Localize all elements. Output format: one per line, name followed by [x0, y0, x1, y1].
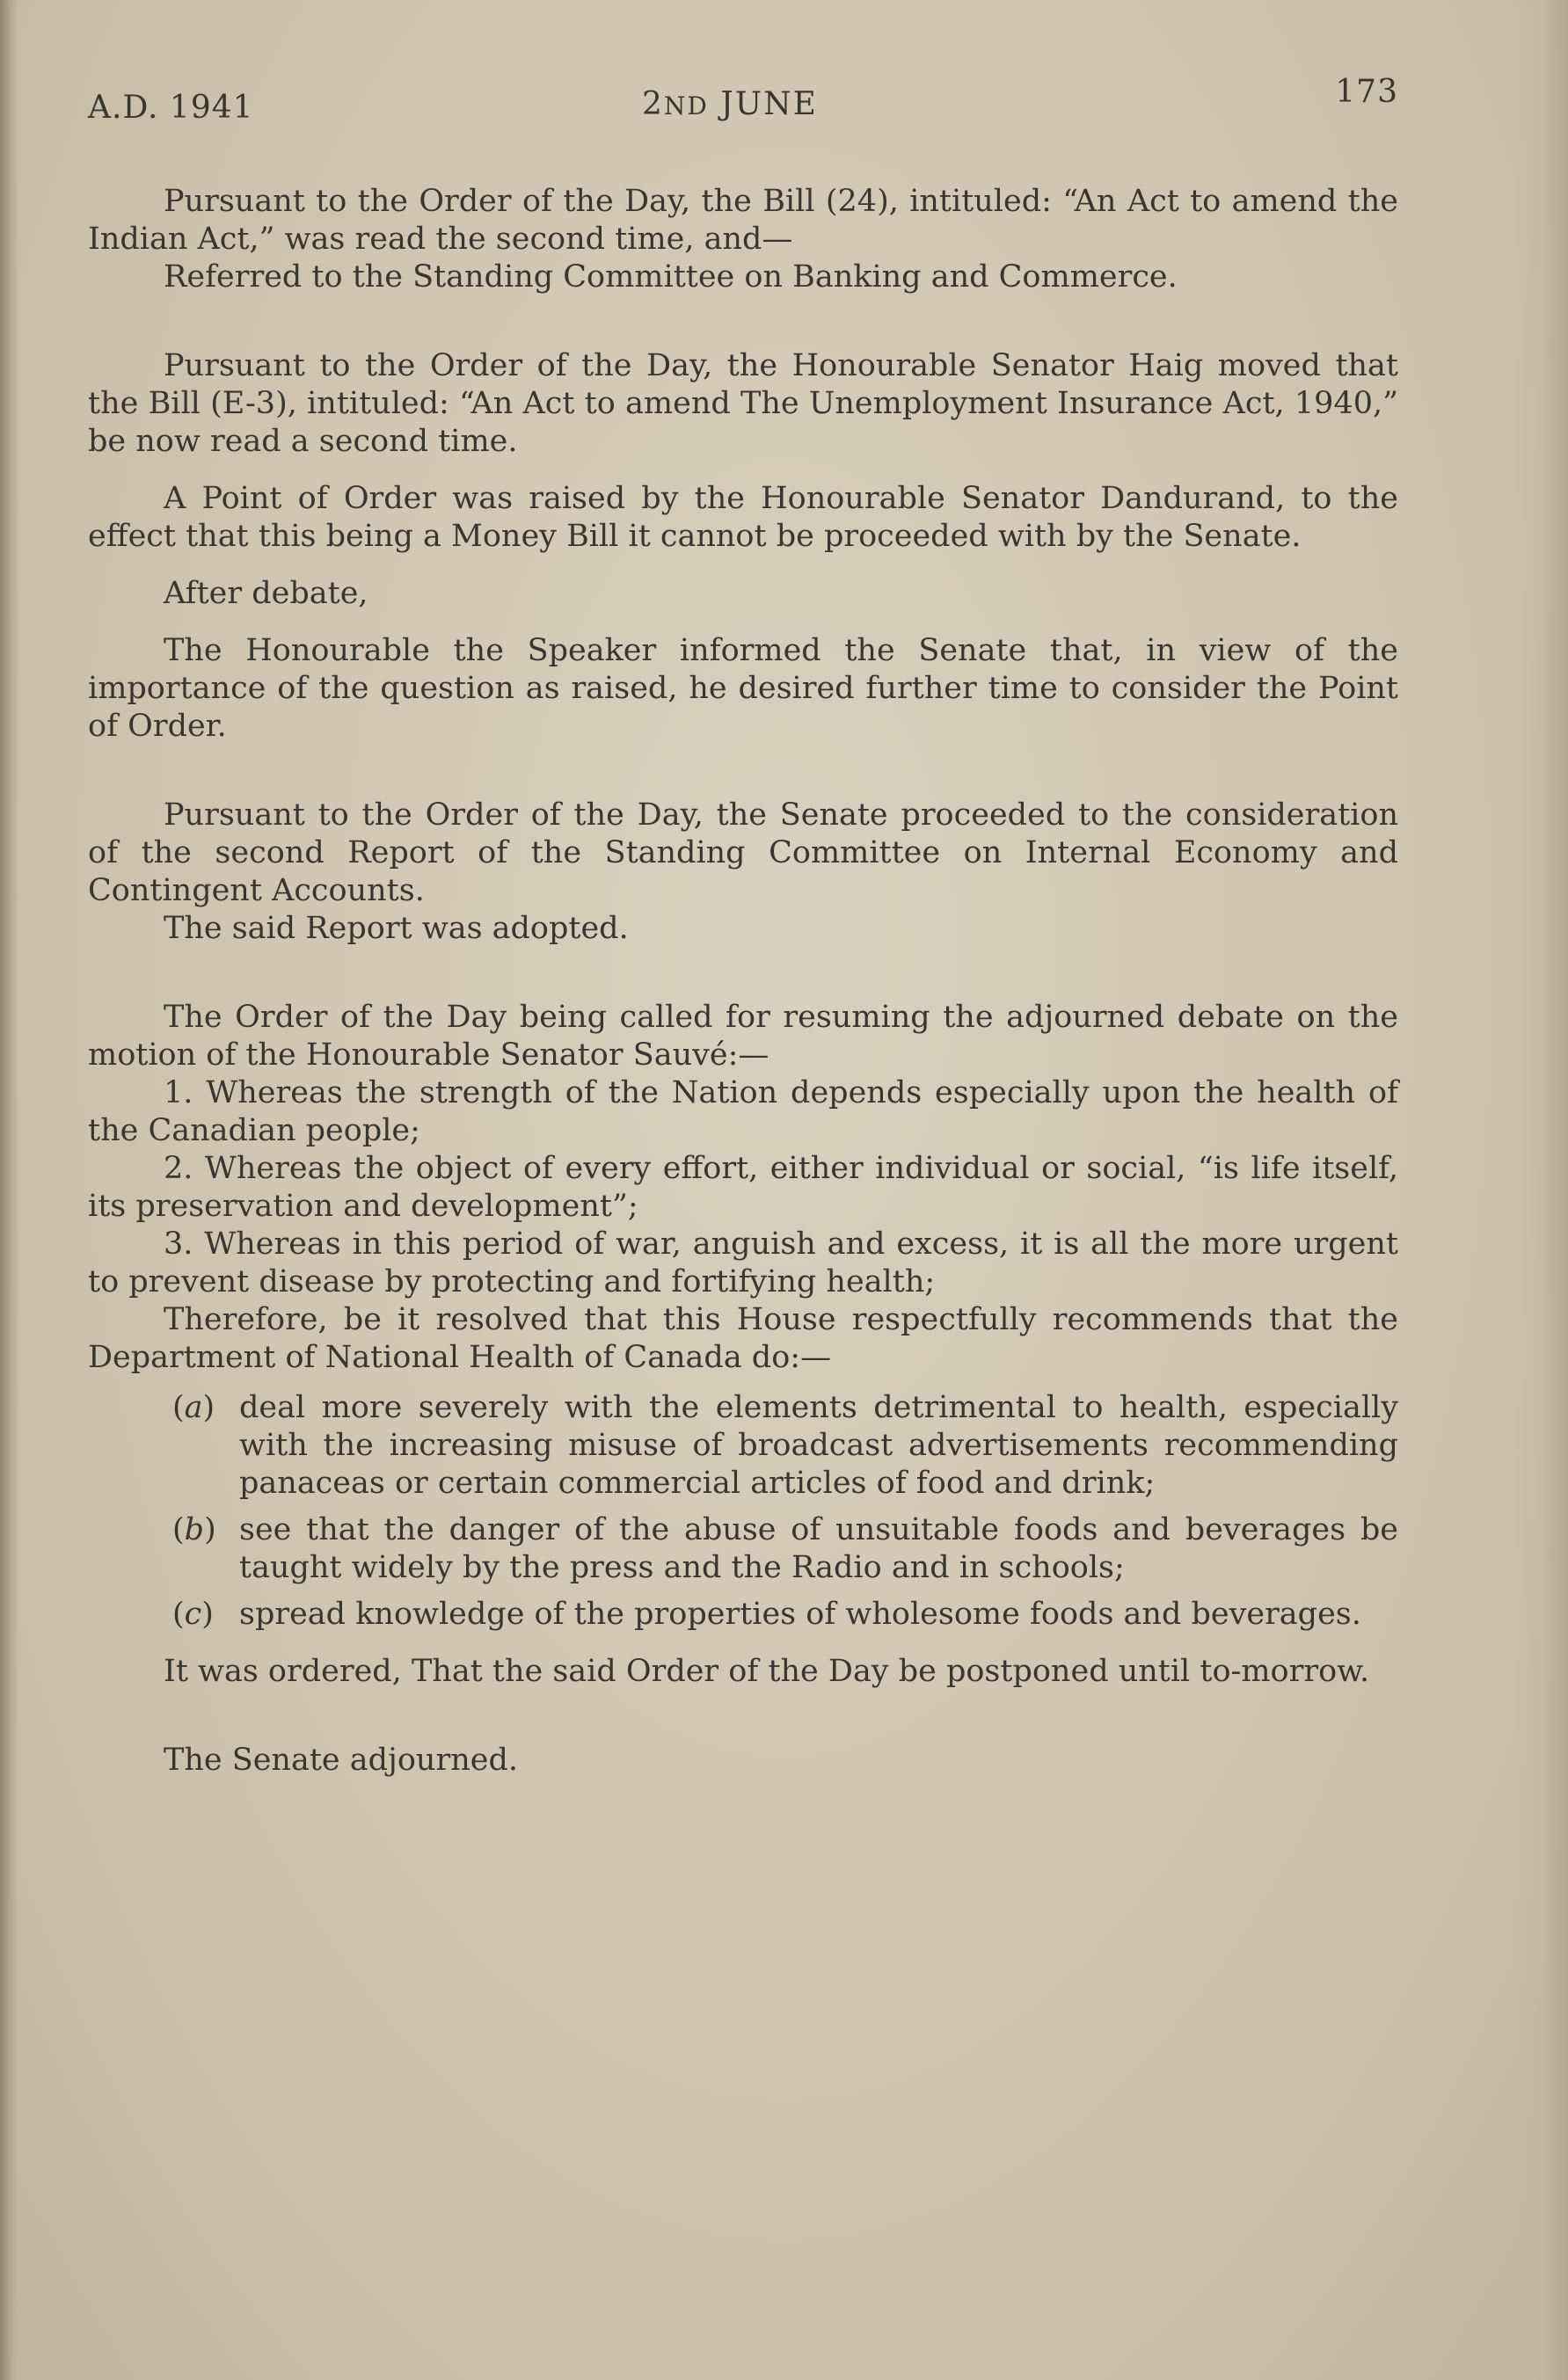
whereas-2: 2. Whereas the object of every effort, either individual or social, “is life itself, its preservation and development”; [88, 1151, 1398, 1224]
page-left-edge [0, 0, 19, 2380]
paragraph-bill-e3: Pursuant to the Order of the Day, the Honourable Senator Haig moved that the Bill (E-3), intituled: “An Act to amend The Unemployment Insurance Act, 1940,” be now read a second time. [88, 348, 1398, 459]
paragraph-report-adopted: The said Report was adopted. [164, 911, 629, 946]
list-item-label: (a) [172, 1390, 215, 1425]
recommendation-list [88, 1389, 1398, 1634]
paragraph-speaker: The Honourable the Speaker informed the Senate that, in view of the importance of the question as raised, he desired further time to consider the Point of Order. [88, 633, 1398, 744]
header-date-num: 2 [642, 86, 664, 122]
journal-text [88, 183, 1398, 1780]
list-item-text: spread knowledge of the properties of wholesome foods and beverages. [239, 1597, 1361, 1632]
header-date [642, 86, 818, 122]
paragraph-referred: Referred to the Standing Committee on Banking and Commerce. [164, 259, 1178, 295]
whereas-3: 3. Whereas in this period of war, anguish and excess, it is all the more urgent to prevent disease by protecting and fortifying health; [88, 1226, 1398, 1299]
paragraph-after-debate: After debate, [164, 576, 368, 611]
list-item-text: see that the danger of the abuse of unsuitable foods and beverages be taught widely by the press and the Radio and in schools; [239, 1512, 1398, 1585]
paragraph-point-of-order: A Point of Order was raised by the Honourable Senator Dandurand, to the effect that this being a Money Bill it cannot be proceeded with by the Senate. [88, 481, 1398, 554]
header-year: A.D. 1941 [88, 90, 254, 126]
running-header [88, 74, 1398, 127]
header-date-suffix: ND [663, 91, 709, 120]
paragraph-therefore: Therefore, be it resolved that this House respectfully recommends that the Department of National Health of Canada do:— [88, 1302, 1398, 1375]
paragraph-bill-24: Pursuant to the Order of the Day, the Bill (24), intituled: “An Act to amend the Indian Act,” was read the second time, and— [88, 184, 1398, 257]
list-item [88, 1389, 1398, 1503]
page-right-edge [1515, 0, 1568, 2380]
header-date-month: JUNE [720, 86, 818, 122]
whereas-1: 1. Whereas the strength of the Nation depends especially upon the health of the Canadian people; [88, 1075, 1398, 1148]
paragraph-second-report: Pursuant to the Order of the Day, the Senate proceeded to the consideration of the second Report of the Standing Committee on Internal Economy and Contingent Accounts. [88, 797, 1398, 908]
paragraph-adjourned: The Senate adjourned. [164, 1743, 518, 1778]
page-number: 173 [1335, 74, 1398, 110]
list-item-label: (c) [172, 1597, 214, 1632]
paragraph-motion-sauve: The Order of the Day being called for resuming the adjourned debate on the motion of the Honourable Senator Sauvé:— [88, 1000, 1398, 1073]
list-item-label: (b) [172, 1512, 216, 1547]
list-item-text: deal more severely with the elements detrimental to health, especially with the increasing misuse of broadcast advertisements recommending panaceas or certain commercial articles of food and drink; [239, 1390, 1398, 1501]
list-item [88, 1596, 1398, 1634]
list-item [88, 1511, 1398, 1587]
paragraph-postponed: It was ordered, That the said Order of the Day be postponed until to-morrow. [164, 1654, 1370, 1689]
